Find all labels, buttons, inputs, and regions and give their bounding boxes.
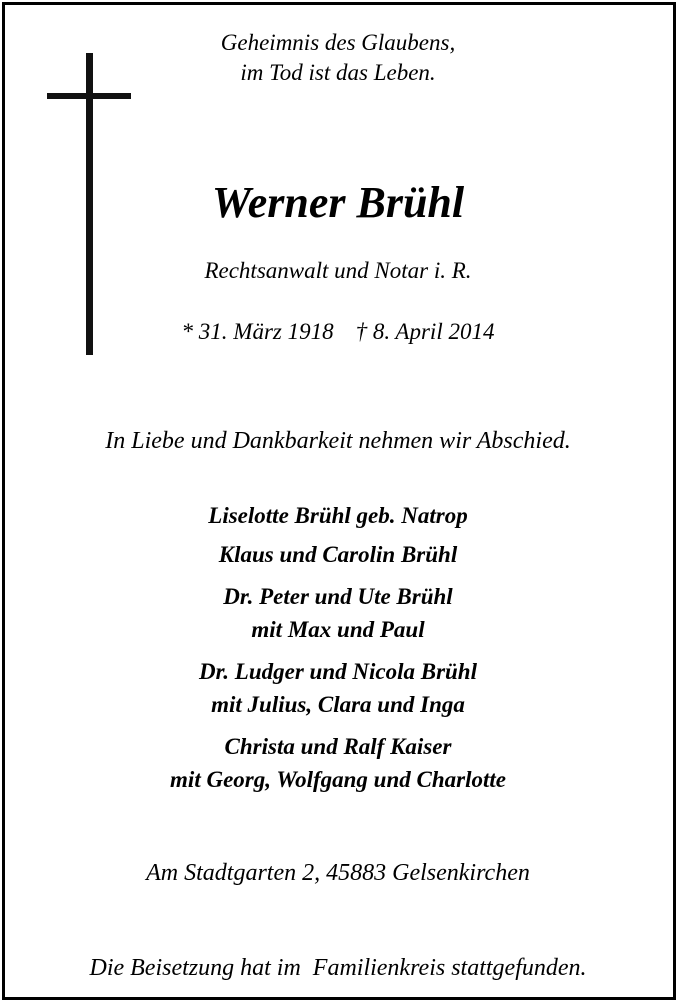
- family-member: Liselotte Brühl geb. Natrop: [208, 503, 468, 528]
- farewell-text: In Liebe und Dankbarkeit nehmen wir Abschied.: [105, 428, 571, 454]
- family-member: mit Georg, Wolfgang und Charlotte: [170, 767, 506, 792]
- family-member: mit Julius, Clara und Inga: [211, 692, 465, 717]
- deceased-name: Werner Brühl: [211, 178, 465, 227]
- birth-date: * 31. März 1918: [181, 319, 334, 344]
- death-date: † 8. April 2014: [355, 319, 495, 344]
- burial-note: Die Beisetzung hat im Familienkreis stattgefunden.: [89, 955, 587, 981]
- family-member: Dr. Ludger und Nicola Brühl: [199, 659, 477, 684]
- address: Am Stadtgarten 2, 45883 Gelsenkirchen: [146, 860, 530, 886]
- family-member: mit Max und Paul: [251, 617, 425, 642]
- family-member: Dr. Peter und Ute Brühl: [223, 584, 453, 609]
- deceased-title: Rechtsanwalt und Notar i. R.: [204, 258, 472, 283]
- family-member: Klaus und Carolin Brühl: [218, 542, 458, 567]
- motto-line-1: Geheimnis des Glaubens,: [220, 30, 456, 55]
- motto-line-2: im Tod ist das Leben.: [240, 60, 436, 85]
- family-member: Christa und Ralf Kaiser: [224, 734, 452, 759]
- life-dates: [0, 318, 676, 346]
- cross-horizontal-bar: [47, 93, 131, 99]
